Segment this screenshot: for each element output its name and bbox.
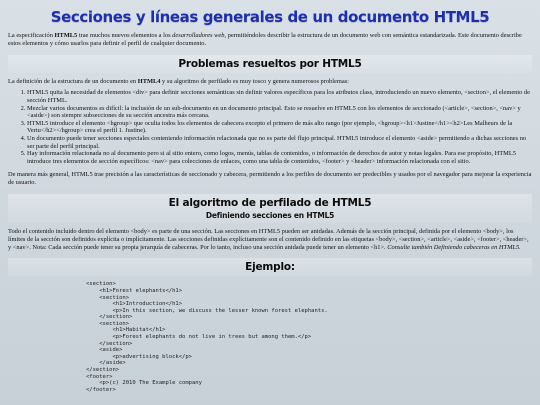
list-item: 4. Un documento puede tener secciones especiales conteniendo información relacionada que no es parte del flujo principal. HTML5 introduce el elemento <aside> permitiendo a dichas secciones no ser parte del perfil principal. [27,135,532,150]
problems-lead-html4: HTML4 [137,77,161,85]
algorithm-heading-bar [8,194,532,223]
algorithm-subheading: Definiendo secciones en HTML5 [205,210,335,220]
problems-heading-bar [8,55,532,73]
problems-summary: De manera más general, HTML5 trae precisión a las características de seccionado y cabecera, permitiendo a los perfiles de documento ser predecibles y usados por el navegador para mejorar la experiencia de usuario. [8,171,532,187]
intro-text-c: trae muchos nuevos elementos a los [77,32,173,39]
intro-text-a: La especificación [8,32,55,39]
example-heading: Ejemplo: [245,261,295,274]
problems-lead [8,78,532,86]
intro-paragraph [8,32,532,48]
problems-lead-c: y su algoritmo de perfilado es muy tosco y genera numerosos problemas: [160,77,349,85]
intro-text-e: , permitiéndoles describir la estructura de un documento web con semántica estandarizada. Este documento describe estos elementos y cómo usarlos para definir el perfil de cualquier documento. [8,32,522,47]
list-item: 5. Hay información relacionada no al documento pero si al sitio entero, como logos, menús, tablas de contenidos, o información de derechos de autor y notas legales. Para ese propósito, HTML5 introduce tres elementos de sección específicos: <nav> para colecciones de enlaces, como una tabla de contenidos, <footer> y <header> información relacionada con el sitio. [27,150,532,165]
problems-heading: Problemas resueltos por HTML5 [178,57,362,70]
list-item: 2. Mezclar varios documentos es difícil: la inclusión de un sub-documento en un documento principal. Esto se resuelve en HTML5 con los elementos de seccionado (<article>, <section>, <nav> y <aside>) son siempre subsecciones de su sección ancestra más cercana. [27,105,532,120]
algorithm-heading: El algoritmo de perfilado de HTML5 [168,196,372,209]
algorithm-body [8,228,532,251]
example-code-block: <section> <h1>Forest elephants</h1> <section> <h1>Introduction</h1> <p>In this section, we discuss the lesser known forest elephants. </section> <section> <h1>Habitat</h1> <p>Forest elephants do not live in trees but among them.</p> </section> <aside> <p>advertising block</p> </aside> </section> <footer> <p>(c) 2010 The Example company </footer> [86,281,328,393]
problems-list [8,89,532,165]
problems-lead-a: La definición de la estructura de un documento en [8,77,138,85]
intro-devs-italic: desarrolladores web [172,32,225,39]
list-item: 1. HTML5 quita la necesidad de elementos <div> para definir secciones semánticas sin definir valores específicos para los atributos class, introduciendo un nuevo elemento, <section>, el elemento de sección HTML. [27,89,532,104]
intro-html5-bold: HTML5 [54,32,78,39]
list-item: 3. HTML5 introduce el elemento <hgroup> que oculta todos los elementos de cabecera excepto el primero de más alto rango (por ejemplo, <hgroup><h1>Justine</h1><h2>Les Malheurs de la Vertu</h2></hgroup> crea el perfil 1. Justine). [27,120,532,135]
page-title: Secciones y líneas generales de un documento HTML5 [50,8,490,26]
algorithm-note-italic: Consulte también Definiendo cabeceras en HTML5. [387,243,521,251]
example-heading-bar [8,258,532,276]
algorithm-body-text: Todo el contenido incluido dentro del elemento <body> es parte de una sección. Las secciones en HTML5 pueden ser anidadas. Además de la sección principal, definida por el elemento <body>, los límites de la sección son definidos explícita o implícitamente. Las secciones definidas explícitamente son el contenido definido en las etiquetas <body>, <section>, <article>, <aside>, <footer>, <header>, y <nav>. Nota: Cada sección puede tener su propia jerarquía de cabeceras. Por lo tanto, incluso una sección anidada puede tener un elemento <h1>. [8,227,529,251]
